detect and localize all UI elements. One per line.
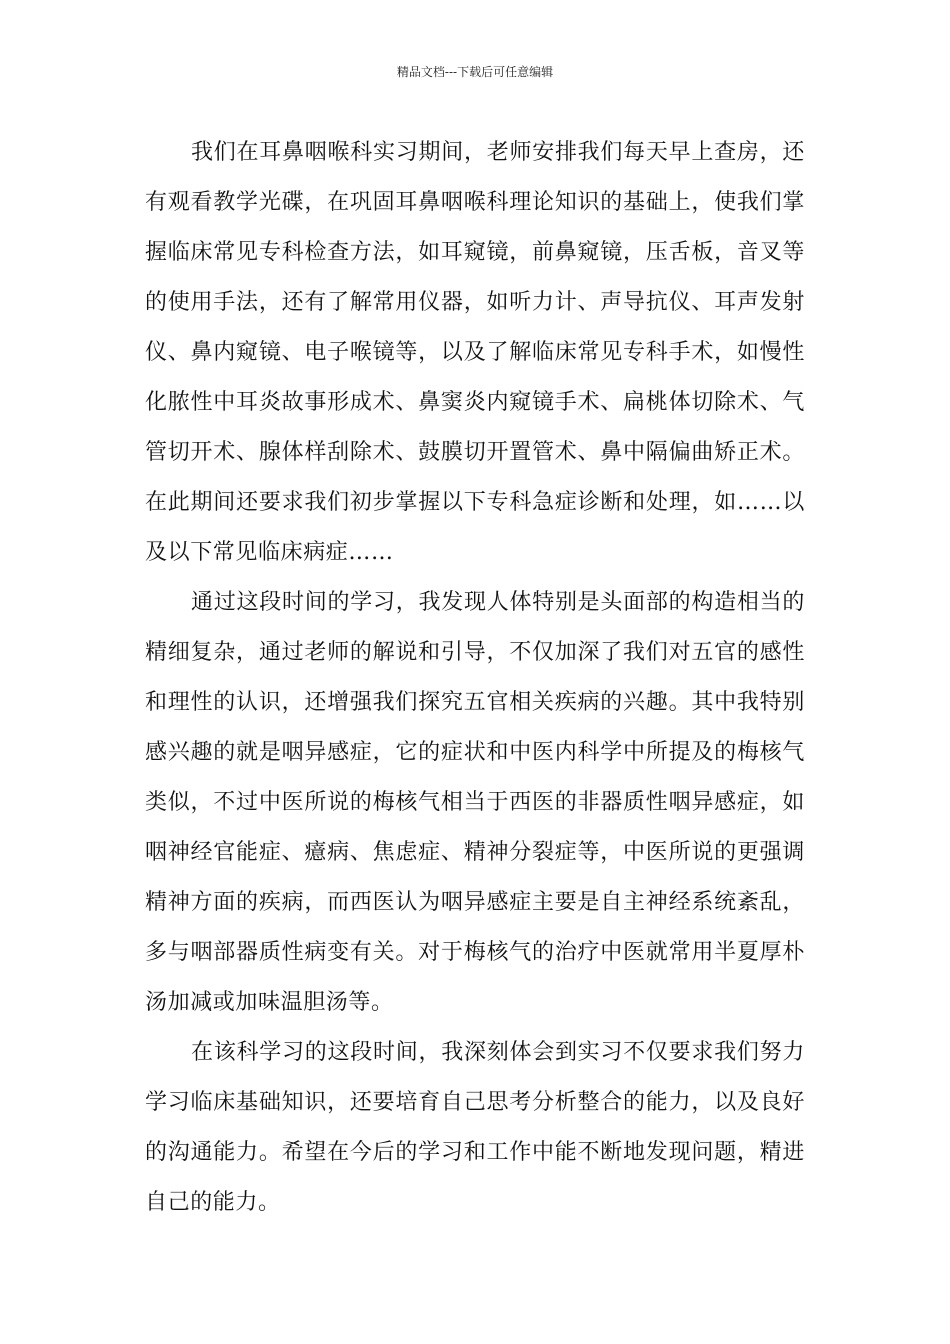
paragraph-3: 在该科学习的这段时间，我深刻体会到实习不仅要求我们努力学习临床基础知识，还要培育自己思考分析整合的能力，以及良好的沟通能力。希望在今后的学习和工作中能不断地发现问题，精进自己的能力。 bbox=[145, 1040, 805, 1215]
page-header: 精品文档---下载后可任意编辑 bbox=[396, 65, 554, 79]
paragraph-2: 通过这段时间的学习，我发现人体特别是头面部的构造相当的精细复杂，通过老师的解说和引导，不仅加深了我们对五官的感性和理性的认识，还增强我们探究五官相关疾病的兴趣。其中我特别感兴趣的就是咽异感症，它的症状和中医内科学中所提及的梅核气类似，不过中医所说的梅核气相当于西医的非器质性咽异感症，如咽神经官能症、癔病、焦虑症、精神分裂症等，中医所说的更强调精神方面的疾病，而西医认为咽异感症主要是自主神经系统紊乱，多与咽部器质性病变有关。对于梅核气的治疗中医就常用半夏厚朴汤加减或加味温胆汤等。 bbox=[145, 590, 805, 1015]
paragraph-1: 我们在耳鼻咽喉科实习期间，老师安排我们每天早上查房，还有观看教学光碟，在巩固耳鼻咽喉科理论知识的基础上，使我们掌握临床常见专科检查方法，如耳窥镜，前鼻窥镜，压舌板，音叉等的使用手法，还有了解常用仪器，如听力计、声导抗仪、耳声发射仪、鼻内窥镜、电子喉镜等，以及了解临床常见专科手术，如慢性化脓性中耳炎故事形成术、鼻窦炎内窥镜手术、扁桃体切除术、气管切开术、腺体样刮除术、鼓膜切开置管术、鼻中隔偏曲矫正术。在此期间还要求我们初步掌握以下专科急症诊断和处理，如……以及以下常见临床病症…… bbox=[145, 140, 805, 565]
document-body bbox=[145, 128, 805, 1228]
